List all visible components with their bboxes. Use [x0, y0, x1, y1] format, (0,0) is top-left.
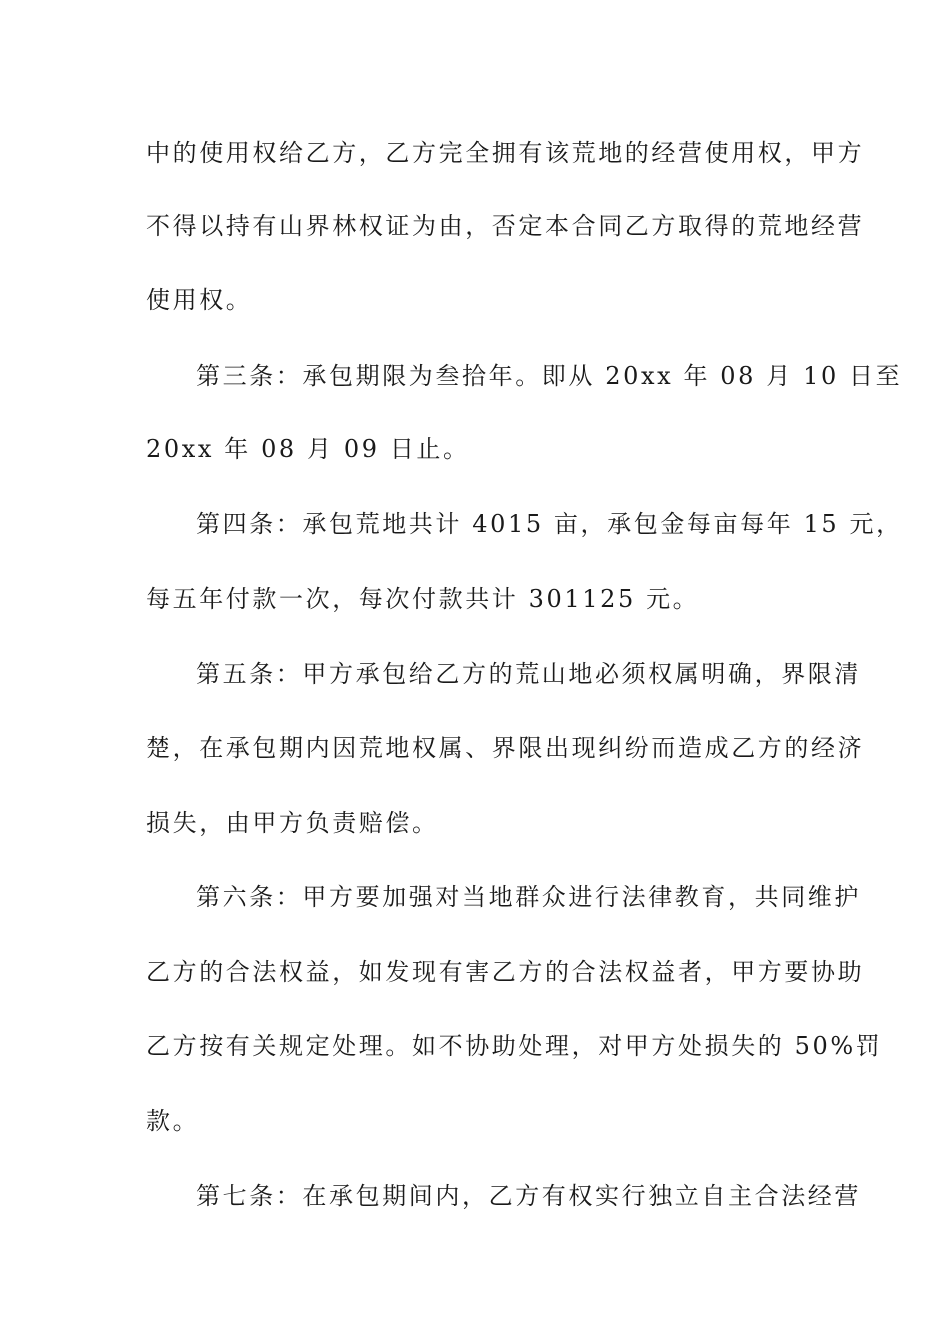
text-line: 不得以持有山界林权证为由，否定本合同乙方取得的荒地经营: [146, 212, 865, 240]
article-7-line: 第七条：在承包期间内，乙方有权实行独立自主合法经营: [196, 1182, 861, 1210]
text-line: 楚，在承包期内因荒地权属、界限出现纠纷而造成乙方的经济: [146, 734, 865, 762]
text-line: 乙方按有关规定处理。如不协助处理，对甲方处损失的 50%罚: [146, 1032, 883, 1060]
article-3-line: 第三条：承包期限为叁拾年。即从 20xx 年 08 月 10 日至: [196, 362, 903, 390]
text-line: 款。: [146, 1107, 200, 1135]
text-line: 乙方的合法权益，如发现有害乙方的合法权益者，甲方要协助: [146, 958, 865, 986]
article-4-line: 第四条：承包荒地共计 4015 亩，承包金每亩每年 15 元，: [196, 510, 903, 538]
text-line: 中的使用权给乙方，乙方完全拥有该荒地的经营使用权，甲方: [146, 139, 865, 167]
text-line: 损失，由甲方负责赔偿。: [146, 809, 439, 837]
text-line: 每五年付款一次，每次付款共计 301125 元。: [146, 585, 700, 613]
article-6-line: 第六条：甲方要加强对当地群众进行法律教育，共同维护: [196, 883, 861, 911]
text-line: 使用权。: [146, 286, 253, 314]
text-line: 20xx 年 08 月 09 日止。: [146, 435, 470, 463]
article-5-line: 第五条：甲方承包给乙方的荒山地必须权属明确，界限清: [196, 660, 861, 688]
